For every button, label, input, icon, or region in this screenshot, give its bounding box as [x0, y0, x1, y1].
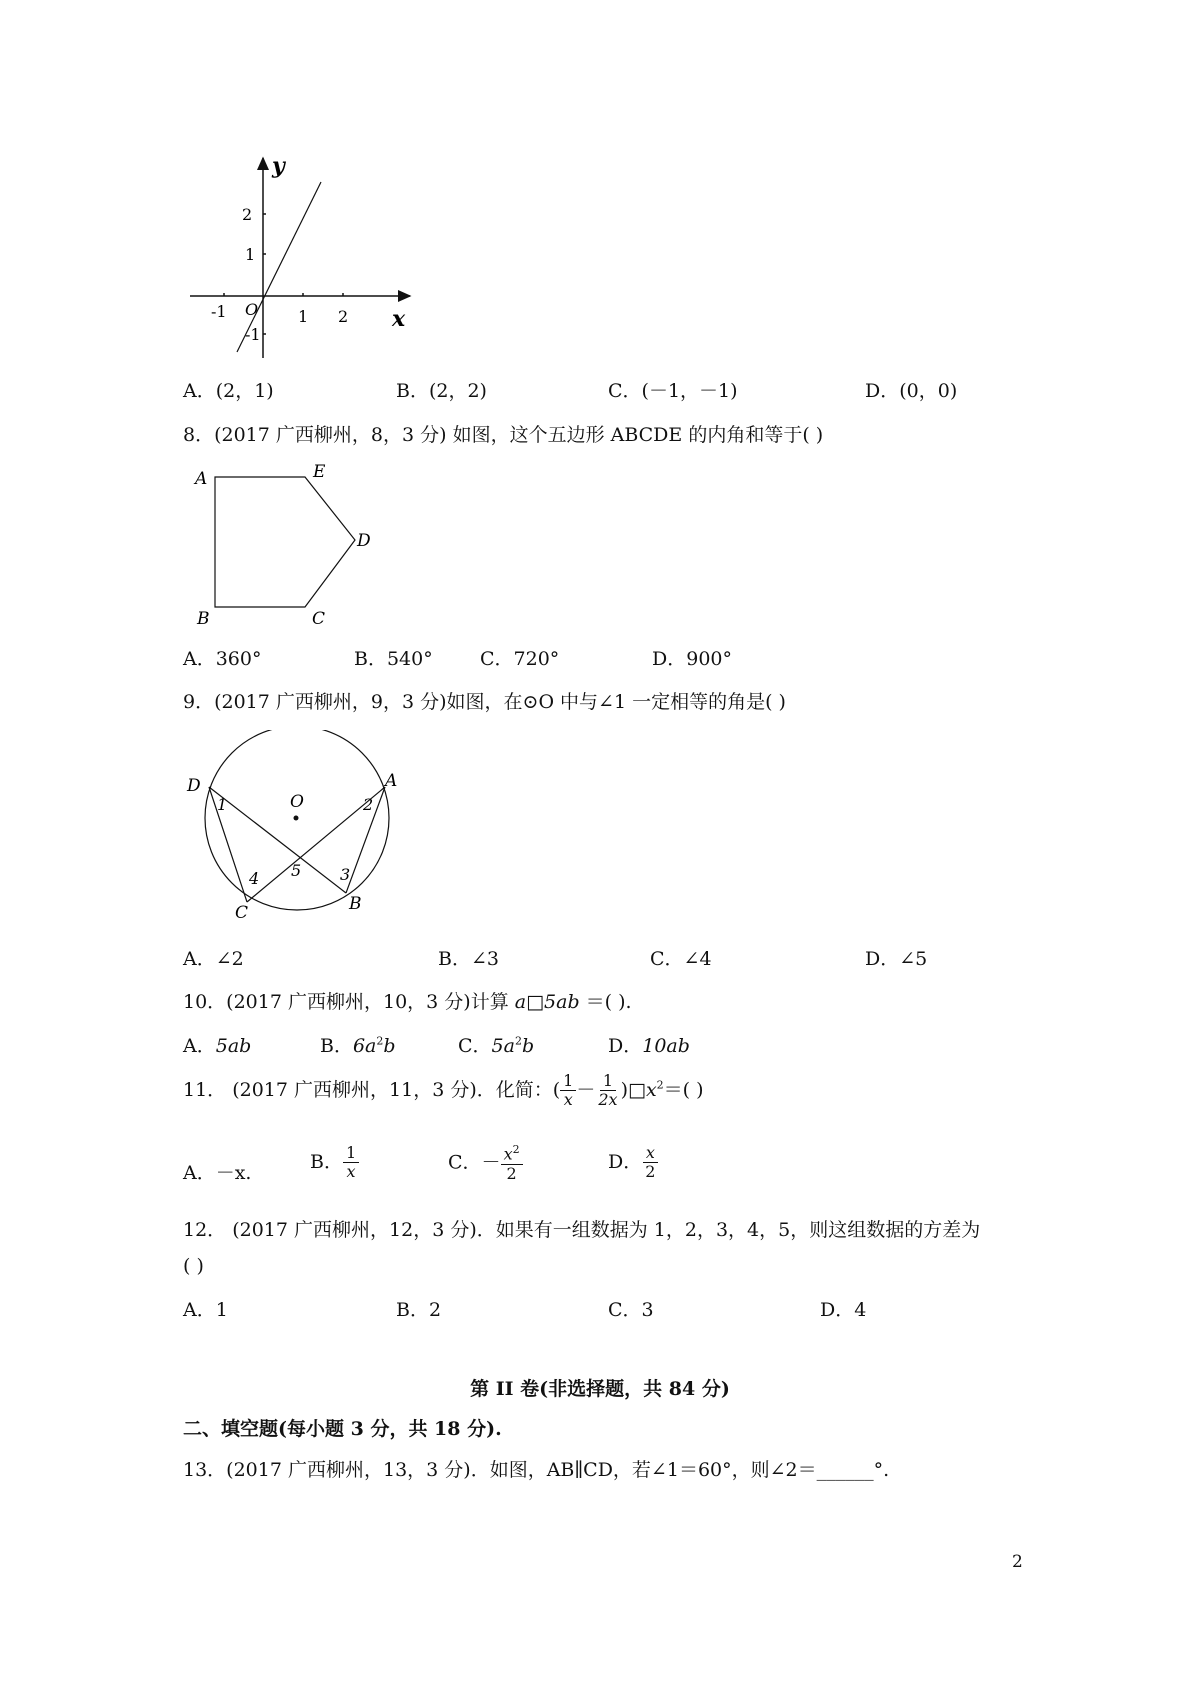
- page-number: 2: [1012, 1552, 1023, 1572]
- q9-option-b: B．∠3: [438, 948, 499, 970]
- origin-label: O: [245, 300, 259, 319]
- q8-option-b: B．540°: [354, 648, 433, 670]
- q12-option-c: C．3: [608, 1299, 654, 1321]
- q7-option-b: B．(2，2): [396, 380, 487, 402]
- q11-option-b: B． $\frac{1}{x}$: [310, 1144, 359, 1182]
- q8-pentagon-figure: [185, 462, 385, 632]
- y-tick-2: 2: [242, 205, 253, 224]
- angle-4: 4: [249, 869, 260, 888]
- vertex-a: A: [195, 469, 208, 489]
- vertex-b: B: [197, 609, 210, 629]
- pentagon-shape: [215, 477, 355, 607]
- q9-stem: 9．(2017 广西柳州，9，3 分)如图，在⊙O 中与∠1 一定相等的角是( ): [183, 691, 786, 713]
- label-d: D: [187, 776, 201, 796]
- q8-option-c: C．720°: [480, 648, 560, 670]
- q10-option-a: A．5ab: [183, 1035, 252, 1057]
- angle-2: 2: [363, 795, 374, 814]
- q7-option-d: D．(0，0): [865, 380, 958, 402]
- q9-circle-figure: [185, 730, 405, 920]
- angle-5: 5: [291, 861, 302, 880]
- q10-option-b: B．$6a^2b$: [320, 1034, 396, 1057]
- q10-expression: a□5ab: [514, 991, 580, 1013]
- q10-stem-prefix: 10．(2017 广西柳州，10，3 分)计算: [183, 991, 515, 1013]
- label-c: C: [235, 903, 249, 920]
- q12-option-b: B．2: [396, 1299, 442, 1321]
- q10-option-c: C．$5a^2b$: [458, 1034, 535, 1057]
- q13-stem: 13．(2017 广西柳州，13，3 分)．如图，AB∥CD，若∠1＝60°，则∠2＝______°.: [183, 1459, 890, 1481]
- q12-stem-paren: ( ): [183, 1255, 204, 1277]
- q12-stem: 12． (2017 广西柳州，12，3 分)．如果有一组数据为 1，2，3，4，5，则这组数据的方差为: [183, 1219, 981, 1241]
- q9-option-c: C．∠4: [650, 948, 712, 970]
- x-tick-2: 2: [338, 307, 349, 326]
- q10-stem: [183, 987, 632, 1014]
- q8-option-d: D．900°: [652, 648, 732, 670]
- part-two-title: 第 II 卷(非选择题，共 84 分): [470, 1378, 730, 1400]
- q11-stem: 11． (2017 广西柳州，11，3 分)．化简：( $\frac{1}{x}$ － $\frac{1}{2x}$ )$□x^2=$( ): [183, 1071, 704, 1110]
- q9-option-d: D．∠5: [865, 948, 928, 970]
- x-axis-label: x: [392, 306, 406, 332]
- x-tick-neg1: -1: [211, 302, 227, 321]
- q11-option-a: A．－x.: [183, 1162, 252, 1184]
- angle-3: 3: [340, 865, 351, 884]
- q9-option-a: A．∠2: [183, 948, 244, 970]
- q12-option-a: A．1: [183, 1299, 228, 1321]
- vertex-c: C: [312, 609, 326, 629]
- section-two-title: 二、填空题(每小题 3 分，共 18 分).: [183, 1418, 502, 1440]
- label-o: O: [290, 792, 304, 812]
- q12-option-d: D．4: [820, 1299, 867, 1321]
- center-dot: [294, 816, 299, 821]
- y-tick-1: 1: [245, 245, 256, 264]
- q10-option-d: D．10ab: [608, 1035, 690, 1057]
- label-b: B: [349, 894, 362, 914]
- q7-option-a: A．(2，1): [183, 380, 274, 402]
- q11-fraction-2: $\frac{1}{2x}$: [598, 1071, 618, 1110]
- x-tick-1: 1: [298, 307, 309, 326]
- q8-option-a: A．360°: [183, 648, 262, 670]
- q11-option-c: C．－ $\frac{x^2}{2}$: [448, 1144, 523, 1183]
- q8-stem: 8．(2017 广西柳州，8，3 分) 如图，这个五边形 ABCDE 的内角和等于( ): [183, 424, 824, 446]
- y-tick-neg1: -1: [245, 325, 261, 344]
- label-a: A: [385, 771, 398, 791]
- q10-stem-suffix: ＝( ).: [579, 991, 632, 1013]
- q7-option-c: C．(－1，－1): [608, 380, 738, 402]
- q7-line-graph: [185, 150, 420, 365]
- y-axis-label: y: [272, 153, 285, 179]
- angle-1: 1: [217, 795, 228, 814]
- q11-fraction-1: $\frac{1}{x}$: [560, 1072, 576, 1110]
- vertex-e: E: [313, 462, 326, 482]
- q11-option-d: D． $\frac{x}{2}$: [608, 1144, 658, 1182]
- vertex-d: D: [357, 531, 371, 551]
